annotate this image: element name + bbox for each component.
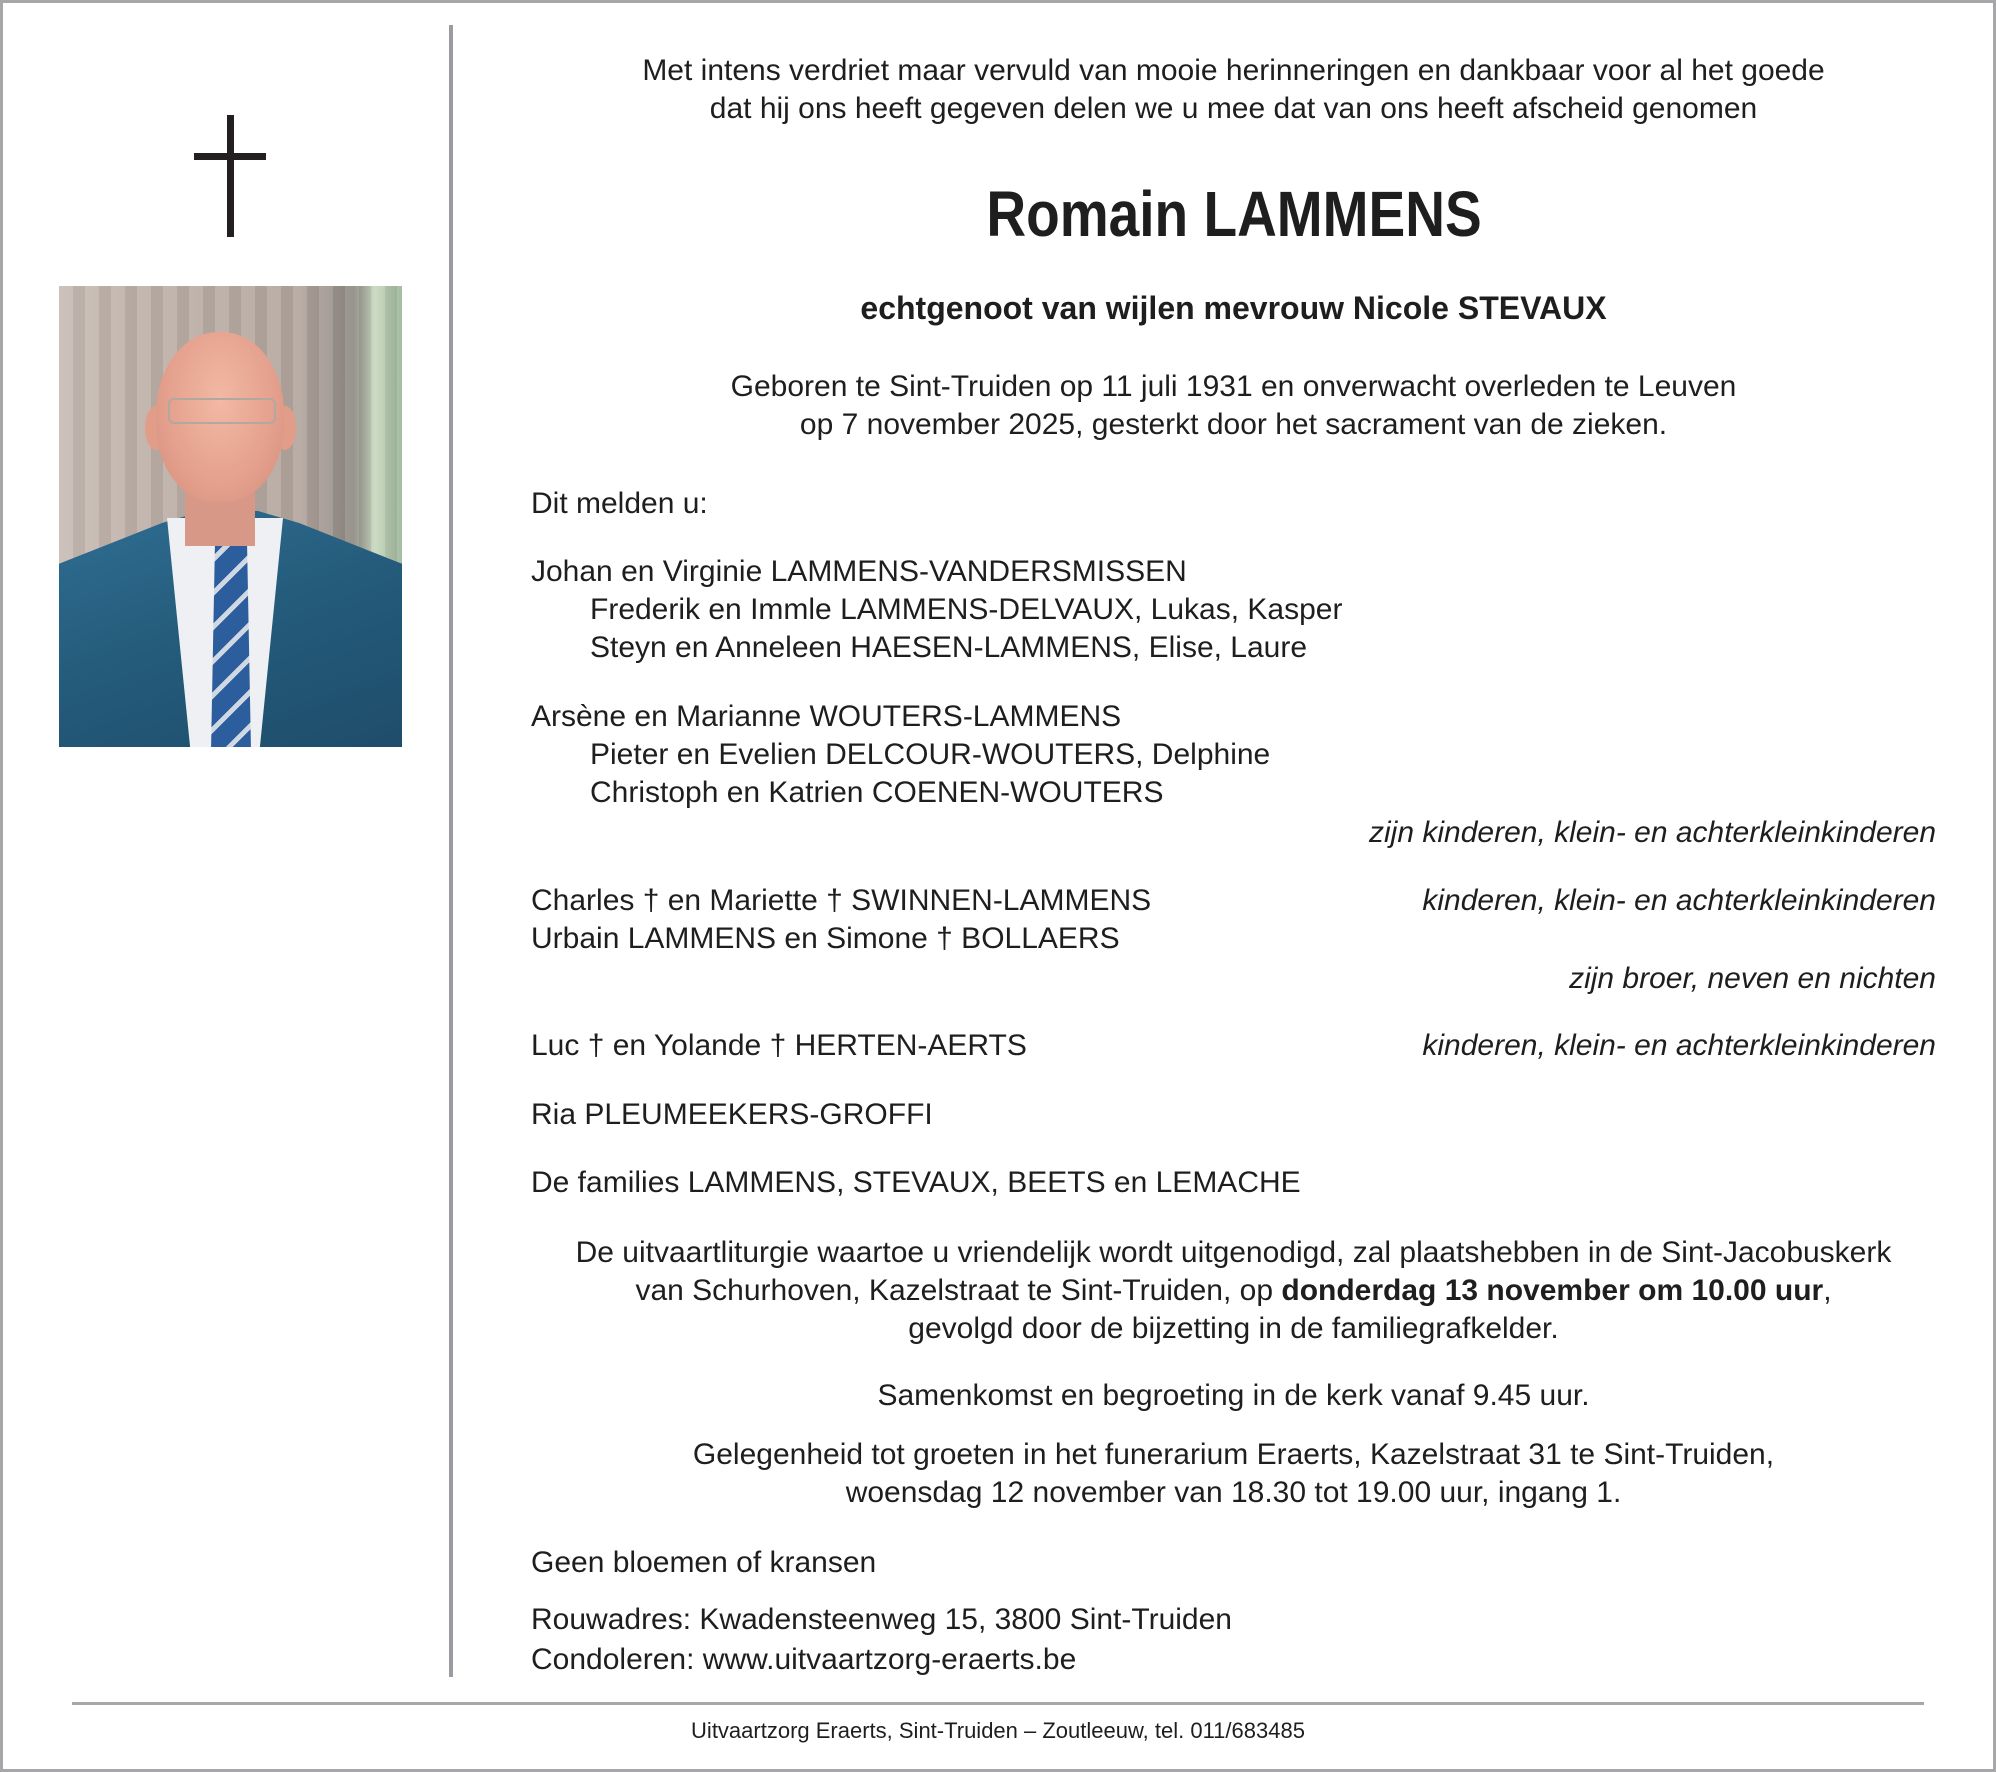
- visit-line-1: Gelegenheid tot groeten in het funerarium Eraerts, Kazelstraat 31 te Sint-Truiden,: [692, 1438, 1775, 1471]
- family-line: Urbain LAMMENS en Simone † BOLLAERS: [531, 922, 1120, 955]
- birth-line-2: op 7 november 2025, gesterkt door het sacrament van de zieken.: [799, 408, 1668, 441]
- birth-line-1: Geboren te Sint-Truiden op 11 juli 1931 en onverwacht overleden te Leuven: [730, 370, 1737, 403]
- ceremony-date: donderdag 13 november om 10.00 uur: [1281, 1274, 1824, 1307]
- family-line: De families LAMMENS, STEVAUX, BEETS en LEMACHE: [531, 1166, 1301, 1199]
- visit-line-2: woensdag 12 november van 18.30 tot 19.00 uur, ingang 1.: [845, 1476, 1622, 1509]
- family-line: Johan en Virginie LAMMENS-VANDERSMISSEN: [531, 555, 1187, 588]
- cross-vertical: [227, 115, 234, 237]
- family-line: Luc † en Yolande † HERTEN-AERTS: [531, 1029, 1027, 1062]
- ceremony-line-3: gevolgd door de bijzetting in de familiegrafkelder.: [908, 1312, 1559, 1345]
- family-line: Steyn en Anneleen HAESEN-LAMMENS, Elise, Laure: [590, 631, 1308, 664]
- footer-divider: [72, 1702, 1924, 1705]
- intro-line-2: dat hij ons heeft gegeven delen we u mee dat van ons heeft afscheid genomen: [709, 92, 1758, 125]
- family-line: Ria PLEUMEEKERS-GROFFI: [531, 1098, 933, 1131]
- gathering-text: Samenkomst en begroeting in de kerk vanaf 9.45 uur.: [877, 1379, 1590, 1412]
- family-role: zijn broer, neven en nichten: [1569, 962, 1936, 995]
- family-line: Christoph en Katrien COENEN-WOUTERS: [590, 776, 1164, 809]
- family-line: Arsène en Marianne WOUTERS-LAMMENS: [531, 700, 1122, 733]
- family-line: Frederik en Immle LAMMENS-DELVAUX, Lukas, Kasper: [590, 593, 1343, 626]
- no-flowers-text: Geen bloemen of kransen: [531, 1546, 877, 1579]
- portrait-photo: [59, 286, 402, 747]
- address-text: Rouwadres: Kwadensteenweg 15, 3800 Sint-Truiden: [531, 1603, 1232, 1636]
- ceremony-punct: ,: [1823, 1274, 1832, 1307]
- family-role: kinderen, klein- en achterkleinkinderen: [1422, 1029, 1936, 1062]
- footer-text: Uitvaartzorg Eraerts, Sint-Truiden – Zoutleeuw, tel. 011/683485: [691, 1718, 1305, 1743]
- family-line: Charles † en Mariette † SWINNEN-LAMMENS: [531, 884, 1152, 917]
- ceremony-line-1: De uitvaartliturgie waartoe u vriendelijk wordt uitgenodigd, zal plaatshebben in de Sint-Jacobuskerk: [575, 1236, 1892, 1269]
- announce-label: Dit melden u:: [531, 487, 708, 520]
- intro-line-1: Met intens verdriet maar vervuld van mooie herinneringen en dankbaar voor al het goede: [642, 54, 1825, 87]
- family-role: kinderen, klein- en achterkleinkinderen: [1422, 884, 1936, 917]
- condolences-text: Condoleren: www.uitvaartzorg-eraerts.be: [531, 1643, 1077, 1676]
- cross-horizontal: [194, 153, 266, 160]
- column-divider: [449, 25, 453, 1677]
- deceased-name: [531, 178, 1936, 250]
- family-line: Pieter en Evelien DELCOUR-WOUTERS, Delphine: [590, 738, 1271, 771]
- ceremony-line-2: [531, 1272, 1936, 1310]
- spouse-subtitle: echtgenoot van wijlen mevrouw Nicole STEVAUX: [860, 290, 1607, 326]
- deceased-name-text: Romain LAMMENS: [985, 178, 1482, 250]
- ceremony-text: van Schurhoven, Kazelstraat te Sint-Truiden, op: [635, 1274, 1282, 1307]
- family-role: zijn kinderen, klein- en achterkleinkinderen: [1369, 816, 1936, 849]
